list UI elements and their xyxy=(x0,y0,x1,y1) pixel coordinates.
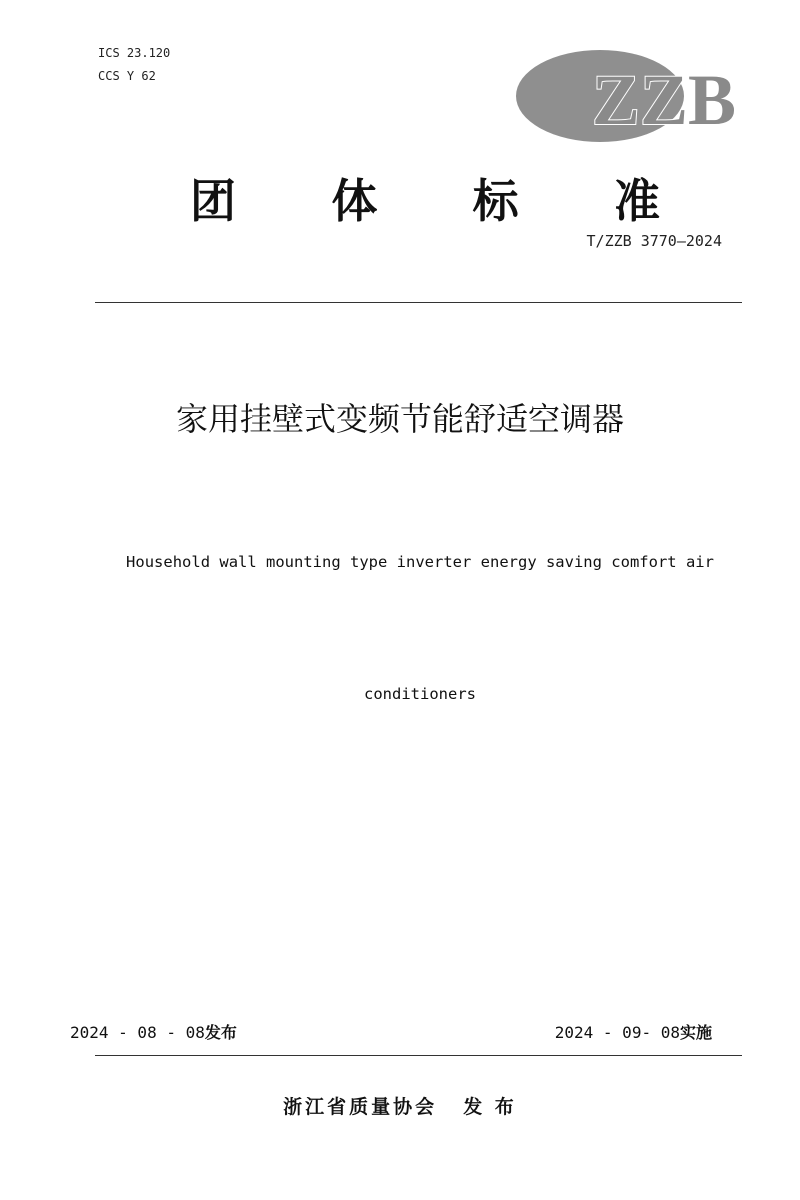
top-divider xyxy=(95,302,742,303)
classification-codes xyxy=(98,42,170,88)
ics-code: ICS 23.120 xyxy=(98,46,171,60)
doc-type-char: 团 xyxy=(190,174,236,228)
title-chinese: 家用挂壁式变频节能舒适空调器 xyxy=(175,400,624,438)
publisher-action: 发 布 xyxy=(463,1096,517,1118)
doc-type-char: 体 xyxy=(331,174,378,228)
logo-text: ZZB xyxy=(591,60,736,140)
publisher-name: 浙江省质量协会 xyxy=(283,1096,438,1118)
issue-date xyxy=(70,1020,237,1043)
title-english xyxy=(60,452,780,760)
ccs-code: CCS Y 62 xyxy=(98,69,156,83)
zzb-logo xyxy=(516,48,742,146)
implementation-date xyxy=(555,1020,712,1043)
title-english-line: conditioners xyxy=(364,685,476,703)
standard-number: T/ZZB 3770—2024 xyxy=(586,232,722,250)
issue-date-value: 2024 - 08 - 08 xyxy=(70,1023,205,1042)
issue-label: 发布 xyxy=(204,1023,237,1042)
implementation-date-value: 2024 - 09- 08 xyxy=(554,1023,680,1042)
doc-type-char: 标 xyxy=(472,174,519,228)
implementation-label: 实施 xyxy=(679,1023,712,1042)
publisher xyxy=(0,1092,800,1119)
document-type-heading xyxy=(190,166,660,230)
doc-type-char: 准 xyxy=(613,174,660,228)
title-english-line: Household wall mounting type inverter energy saving comfort air xyxy=(126,553,714,571)
bottom-divider xyxy=(95,1055,742,1056)
